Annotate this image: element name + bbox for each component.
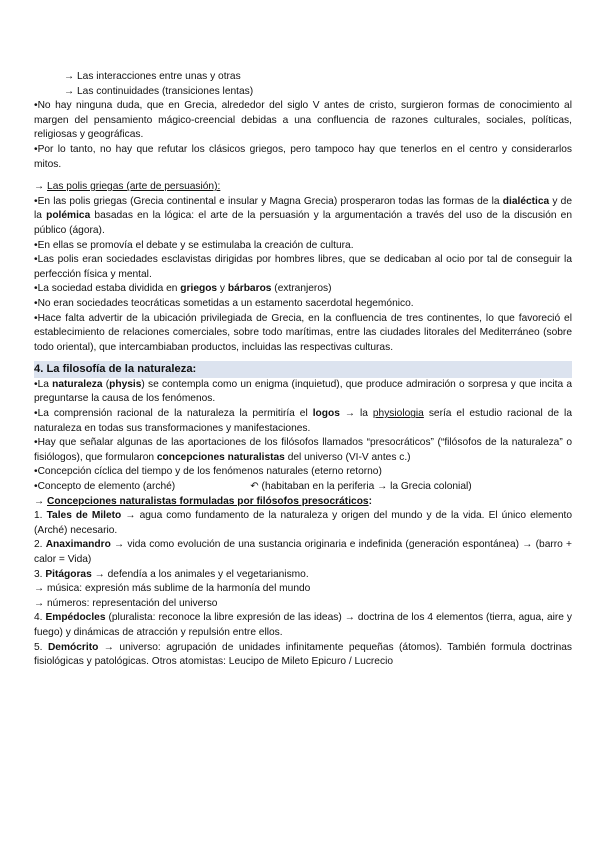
polis-bullet-6: •Hace falta advertir de la ubicación privilegiada de Grecia, en la confluencia de tres continentes, lo que favoreció el establecimiento de relaciones comerciales, sobre todo marítimas, entre las ciudades litorales del Mediterráneo (sobre todo oriental), que intercambiaban productos, incluidas las respectivas culturas. bbox=[34, 312, 572, 353]
document-page bbox=[34, 70, 572, 670]
presocraticos-title: → Concepciones naturalistas formuladas por filósofos presocráticos: bbox=[34, 495, 372, 507]
polis-bullet-3: •Las polis eran sociedades esclavistas dirigidas por hombres libres, que se dedicaban al ocio por tal de conseguir la perfección física y mental. bbox=[34, 254, 572, 280]
nat-bullet-3: •Hay que señalar algunas de las aportaciones de los filósofos llamados “presocráticos” (“filósofos de la naturaleza” o fisiólogos), que formularon concepciones naturalistas del universo (VI-V antes c.) bbox=[34, 437, 572, 463]
intro-arrow-1: → Las interacciones entre unas y otras bbox=[64, 71, 241, 82]
item-empedocles: 4. Empédocles (pluralista: reconoce la libre expresión de las ideas) → doctrina de los 4 elementos (tierra, agua, aire y fuego) y dinámicas de atracción y repulsión entre ellos. bbox=[34, 612, 573, 638]
item-democrito: 5. Demócrito → universo: agrupación de unidades infinitamente pequeñas (átomos). También formula doctrinas fisiológicas y patológicas. Otros atomistas: Leucipo de Mileto Epicuro / Lucrecio bbox=[34, 641, 573, 668]
item-pitagoras-sub-2: → números: representación del universo bbox=[34, 597, 218, 609]
intro-arrow-2: → Las continuidades (transiciones lentas) bbox=[64, 85, 254, 97]
polis-bullet-2: •En ellas se promovía el debate y se estimulaba la creación de cultura. bbox=[34, 239, 354, 251]
polis-bullet-5: •No eran sociedades teocráticas sometidas a un estamento sacerdotal hegemónico. bbox=[34, 297, 414, 309]
item-tales: 1. Tales de Mileto → agua como fundamento de la naturaleza y origen del mundo y de la vida. El único elemento (Arché) necesario. bbox=[34, 510, 572, 536]
intro-bullet-1: •No hay ninguna duda, que en Grecia, alrededor del siglo V antes de cristo, surgieron formas de conocimiento al margen del pensamiento mágico-creencial debidas a una confluencia de razones culturales, sociales, políticas, religiosas y geográficas. bbox=[34, 100, 572, 141]
polis-bullet-1: •En las polis griegas (Grecia continental e insular y Magna Grecia) prosperaron todas las formas de la dialéctica y de la polémica basadas en la lógica: el arte de la persuasión y la argumentación a través del uso de la discusión en público (ágora). bbox=[34, 195, 573, 236]
polis-bullet-4: •La sociedad estaba dividida en griegos y bárbaros (extranjeros) bbox=[34, 283, 332, 295]
intro-bullet-2: •Por lo tanto, no hay que refutar los clásicos griegos, pero tampoco hay que tenerlos en el centro y considerarlos mitos. bbox=[34, 143, 572, 170]
item-pitagoras-sub-1: → música: expresión más sublime de la harmonía del mundo bbox=[34, 583, 311, 595]
nat-bullet-4: •Concepción cíclica del tiempo y de los fenómenos naturales (eterno retorno) bbox=[34, 466, 382, 478]
polis-title: → Las polis griegas (arte de persuasión): bbox=[34, 181, 221, 193]
item-pitagoras: 3. Pitágoras → defendía a los animales y el vegetarianismo. bbox=[34, 568, 309, 580]
section-heading: 4. La filosofía de la naturaleza: bbox=[34, 361, 572, 378]
nat-bullet-2: •La comprensión racional de la naturaleza la permitiría el logos → la physiologia sería el estudio racional de la naturaleza en todas sus transformaciones y manifestaciones. bbox=[34, 408, 572, 434]
item-anaximandro: 2. Anaximandro → vida como evolución de una sustancia originaria e indefinida (generación espontánea) → (barro + calor = Vida) bbox=[34, 539, 572, 565]
nat-bullet-5: •Concepto de elemento (arché) ↶ (habitaban en la periferia → la Grecia colonial) bbox=[34, 481, 472, 493]
nat-bullet-1: •La naturaleza (physis) se contempla como un enigma (inquietud), que produce admiración o sorpresa y que incita a preguntarse la causa de los fenómenos. bbox=[34, 378, 572, 405]
